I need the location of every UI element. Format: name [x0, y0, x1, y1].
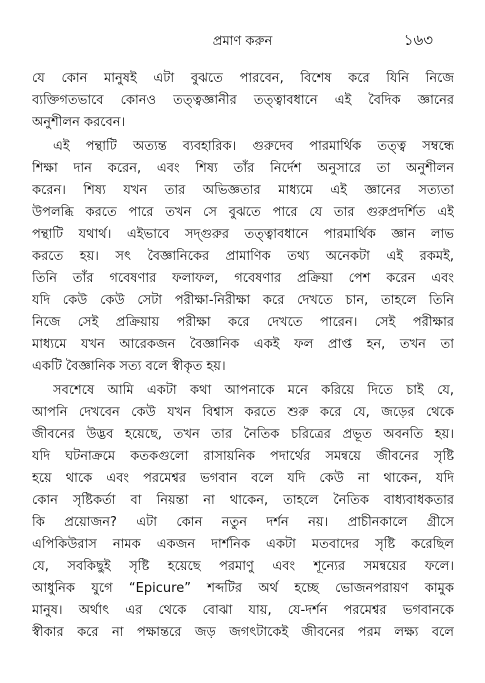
text-line: যদি কেউ কেউ সেটা পরীক্ষা-নিরীক্ষা করে দেখতে চান, তাহলে তিনি: [32, 293, 454, 308]
text-line: একটি বৈজ্ঞানিক সত্য বলে স্বীকৃত হয়।: [32, 359, 226, 374]
text-line: আপনি দেখবেন কেউ যখন বিশ্বাস করতে শুরু করে যে, জড়ের থেকে: [32, 405, 454, 420]
text-line: সবশেষে আমি একটা কথা আপনাকে মনে করিয়ে দিতে চাই যে,: [53, 383, 454, 398]
text-line: ব্যক্তিগতভাবে কোনও তত্ত্বজ্ঞানীর তত্ত্বাবধানে এই বৈদিক জ্ঞানের: [32, 93, 454, 108]
text-line: মাধ্যমে যখন আরেকজন বৈজ্ঞানিক একই ফল প্রাপ্ত হন, তখন তা: [32, 337, 454, 352]
text-line: করেন। শিষ্য যখন তার অভিজ্ঞতার মাধ্যমে এই জ্ঞানের সত্যতা: [32, 183, 454, 198]
text-line: আধুনিক যুগে “Epicure” শব্দটির অর্থ হচ্ছে ভোজনপরায়ণ কামুক: [32, 581, 454, 596]
text-line: যে কোন মানুষই এটা বুঝতে পারবেন, বিশেষ করে যিনি নিজে: [32, 71, 454, 86]
text-line: উপলব্ধি করতে পারে তখন সে বুঝতে পারে যে তার গুরুপ্রদর্শিত এই: [32, 205, 454, 220]
text-line: করতে হয়। সৎ বৈজ্ঞানিকের প্রামাণিক তথ্য অনেকটা এই রকমই,: [32, 249, 454, 264]
text-line: মানুষ। অর্থাৎ এর থেকে বোঝা যায়, যে-দর্শন পরমেশ্বর ভগবানকে: [32, 603, 454, 618]
text-line: এপিকিউরাস নামক একজন দার্শনিক একটা মতবাদের সৃষ্টি করেছিল: [32, 537, 454, 552]
text-line: তিনি তাঁর গবেষণার ফলাফল, গবেষণার প্রক্রিয়া পেশ করেন এবং: [32, 271, 454, 286]
running-title: প্রমাণ করুন: [212, 34, 273, 49]
text-line: যদি ঘটনাক্রমে কতকগুলো রাসায়নিক পদার্থের সমন্বয়ে জীবনের সৃষ্টি: [32, 449, 454, 464]
text-line: জীবনের উদ্ভব হয়েছে, তখন তার নৈতিক চরিত্রের প্রভূত অবনতি হয়।: [32, 427, 454, 442]
page-number: ১৬৩: [403, 31, 433, 49]
text-line: স্বীকার করে না পক্ষান্তরে জড় জগৎটাকেই জীবনের পরম লক্ষ্য বলে: [32, 625, 454, 640]
text-line: এই পন্থাটি অত্যন্ত ব্যবহারিক। গুরুদেব পারমার্থিক তত্ত্ব সম্বন্ধে: [53, 139, 454, 154]
text-line: শিক্ষা দান করেন, এবং শিষ্য তাঁর নির্দেশ অনুসারে তা অনুশীলন: [32, 161, 454, 176]
text-line: পন্থাটি যথার্থ। এইভাবে সদ্গুরুর তত্ত্বাবধানে পারমার্থিক জ্ঞান লাভ: [32, 227, 454, 242]
text-line: নিজে সেই প্রক্রিয়ায় পরীক্ষা করে দেখতে পারেন। সেই পরীক্ষার: [32, 315, 454, 330]
text-line: কোন সৃষ্টিকর্তা বা নিয়ন্তা না থাকেন, তাহলে নৈতিক বাধ্যবাধকতার: [32, 493, 454, 508]
text-line: অনুশীলন করবেন।: [32, 115, 126, 130]
text-line: কি প্রয়োজন? এটা কোন নতুন দর্শন নয়। প্রাচীনকালে গ্রীসে: [32, 515, 454, 530]
text-line: যে, সবকিছুই সৃষ্টি হয়েছে পরমাণু এবং শূন্যের সমন্বয়ের ফলে।: [32, 559, 454, 574]
text-line: হয়ে থাকে এবং পরমেশ্বর ভগবান বলে যদি কেউ না থাকেন, যদি: [32, 471, 454, 486]
